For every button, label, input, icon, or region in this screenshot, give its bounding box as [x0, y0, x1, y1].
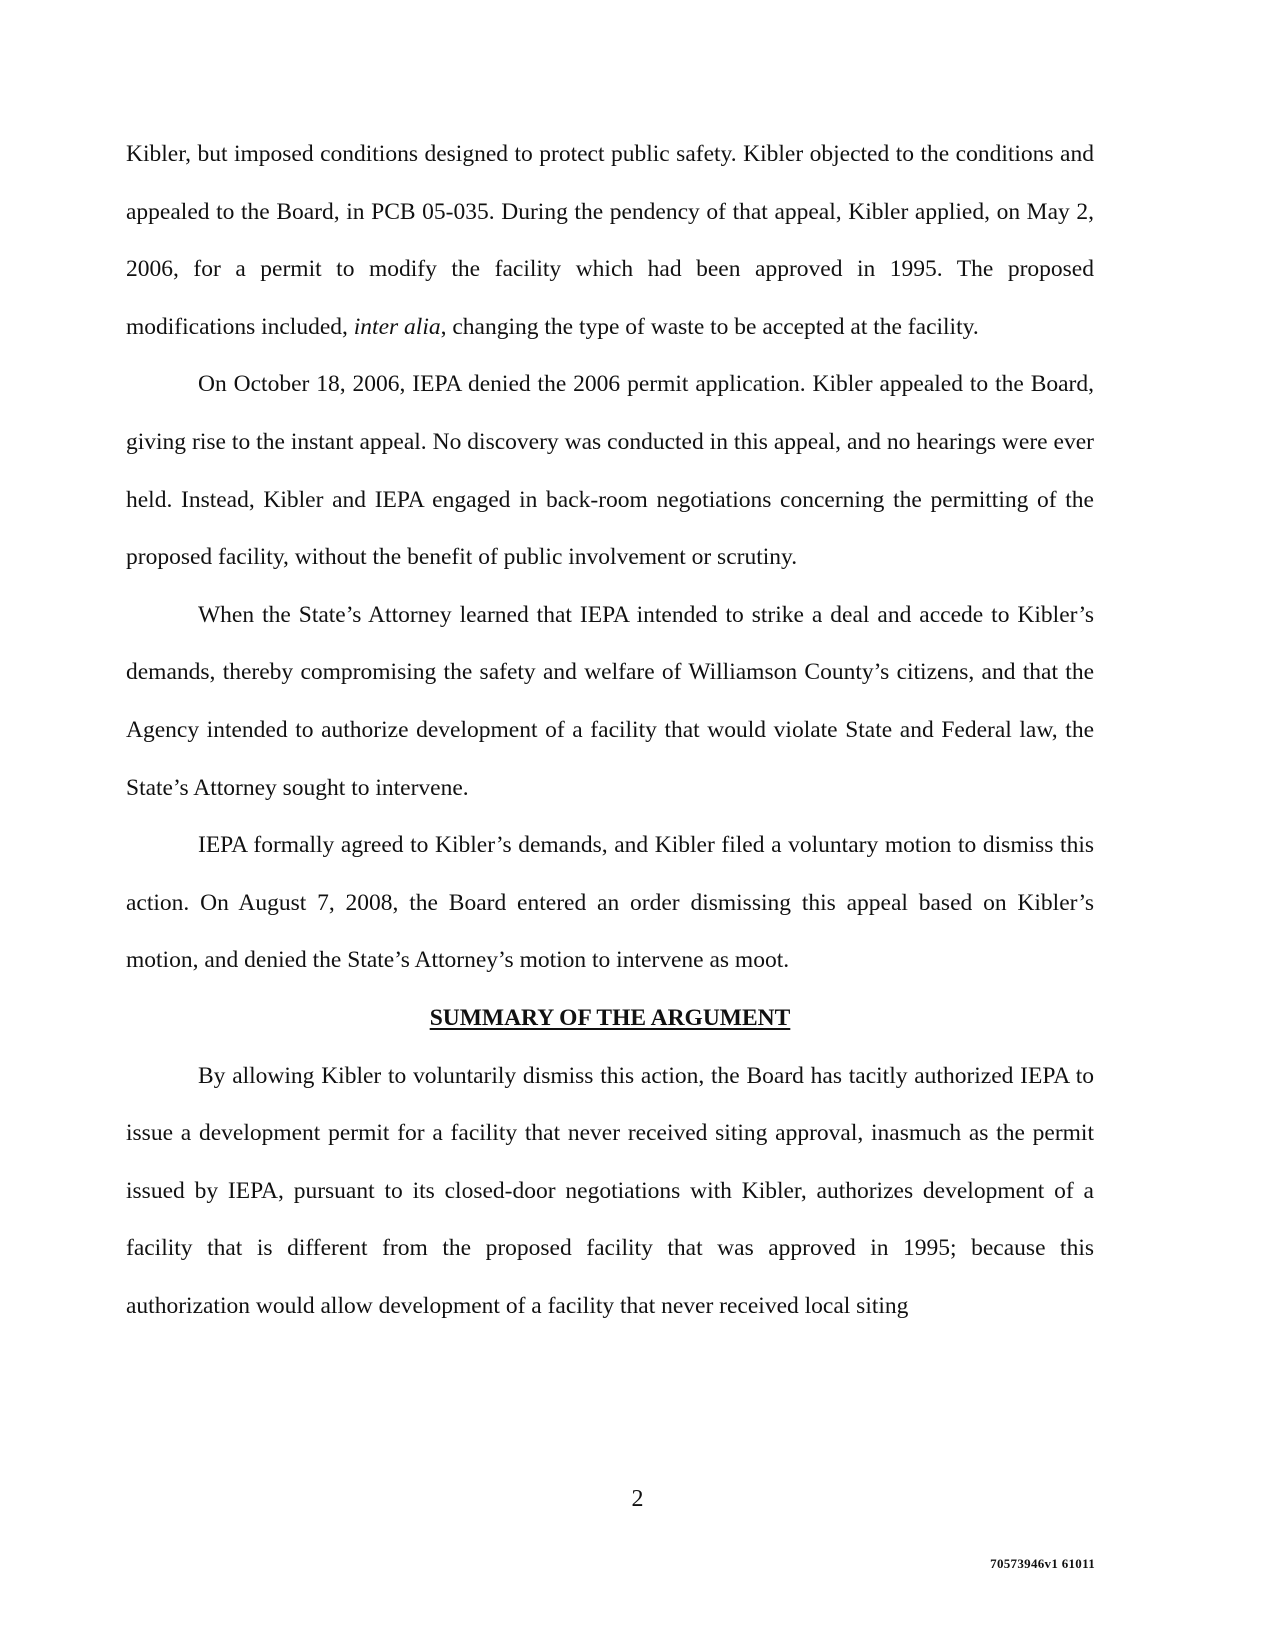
- paragraph-4: IEPA formally agreed to Kibler’s demands, and Kibler filed a voluntary motion to dismiss this action. On August 7, 2008, the Board entered an order dismissing this appeal based on Kibler’s motion, and denied the State’s Attorney’s motion to intervene as moot.: [126, 832, 1094, 974]
- paragraph-5: By allowing Kibler to voluntarily dismiss this action, the Board has tacitly authorized IEPA to issue a development permit for a facility that never received siting approval, inasmuch as the permit issued by IEPA, pursuant to its closed-door negotiations with Kibler, authorizes development of a facility that is different from the proposed facility that was approved in 1995; because this authorization would allow development of a facility that never received local siting: [126, 1062, 1094, 1319]
- paragraph-2: On October 18, 2006, IEPA denied the 2006 permit application. Kibler appealed to the Board, giving rise to the instant appeal. No discovery was conducted in this appeal, and no hearings were ever held. Instead, Kibler and IEPA engaged in back-room negotiations concerning the permitting of the proposed facility, without the benefit of public involvement or scrutiny.: [126, 371, 1094, 571]
- paragraph-1-italic: inter alia: [353, 313, 441, 340]
- document-id: 70573946v1 61011: [990, 1556, 1095, 1571]
- document-body: [126, 126, 1094, 1335]
- paragraph-1-text: Kibler, but imposed conditions designed to protect public safety. Kibler objected to the conditions and appealed to the Board, in PCB 05-035. During the pendency of that appeal, Kibler applied, on May 2, 2006, for a permit to modify the facility which had been approved in 1995. The proposed modifications included,: [126, 141, 1094, 340]
- paragraph-3: When the State’s Attorney learned that IEPA intended to strike a deal and accede to Kibler’s demands, thereby compromising the safety and welfare of Williamson County’s citizens, and that the Agency intended to authorize development of a facility that would violate State and Federal law, the State’s Attorney sought to intervene.: [126, 601, 1094, 801]
- paragraph-1-end: , changing the type of waste to be accepted at the facility.: [440, 313, 979, 340]
- paragraph-1: [126, 126, 1094, 356]
- page-number: 2: [631, 1486, 644, 1512]
- section-heading: SUMMARY OF THE ARGUMENT: [429, 1004, 791, 1031]
